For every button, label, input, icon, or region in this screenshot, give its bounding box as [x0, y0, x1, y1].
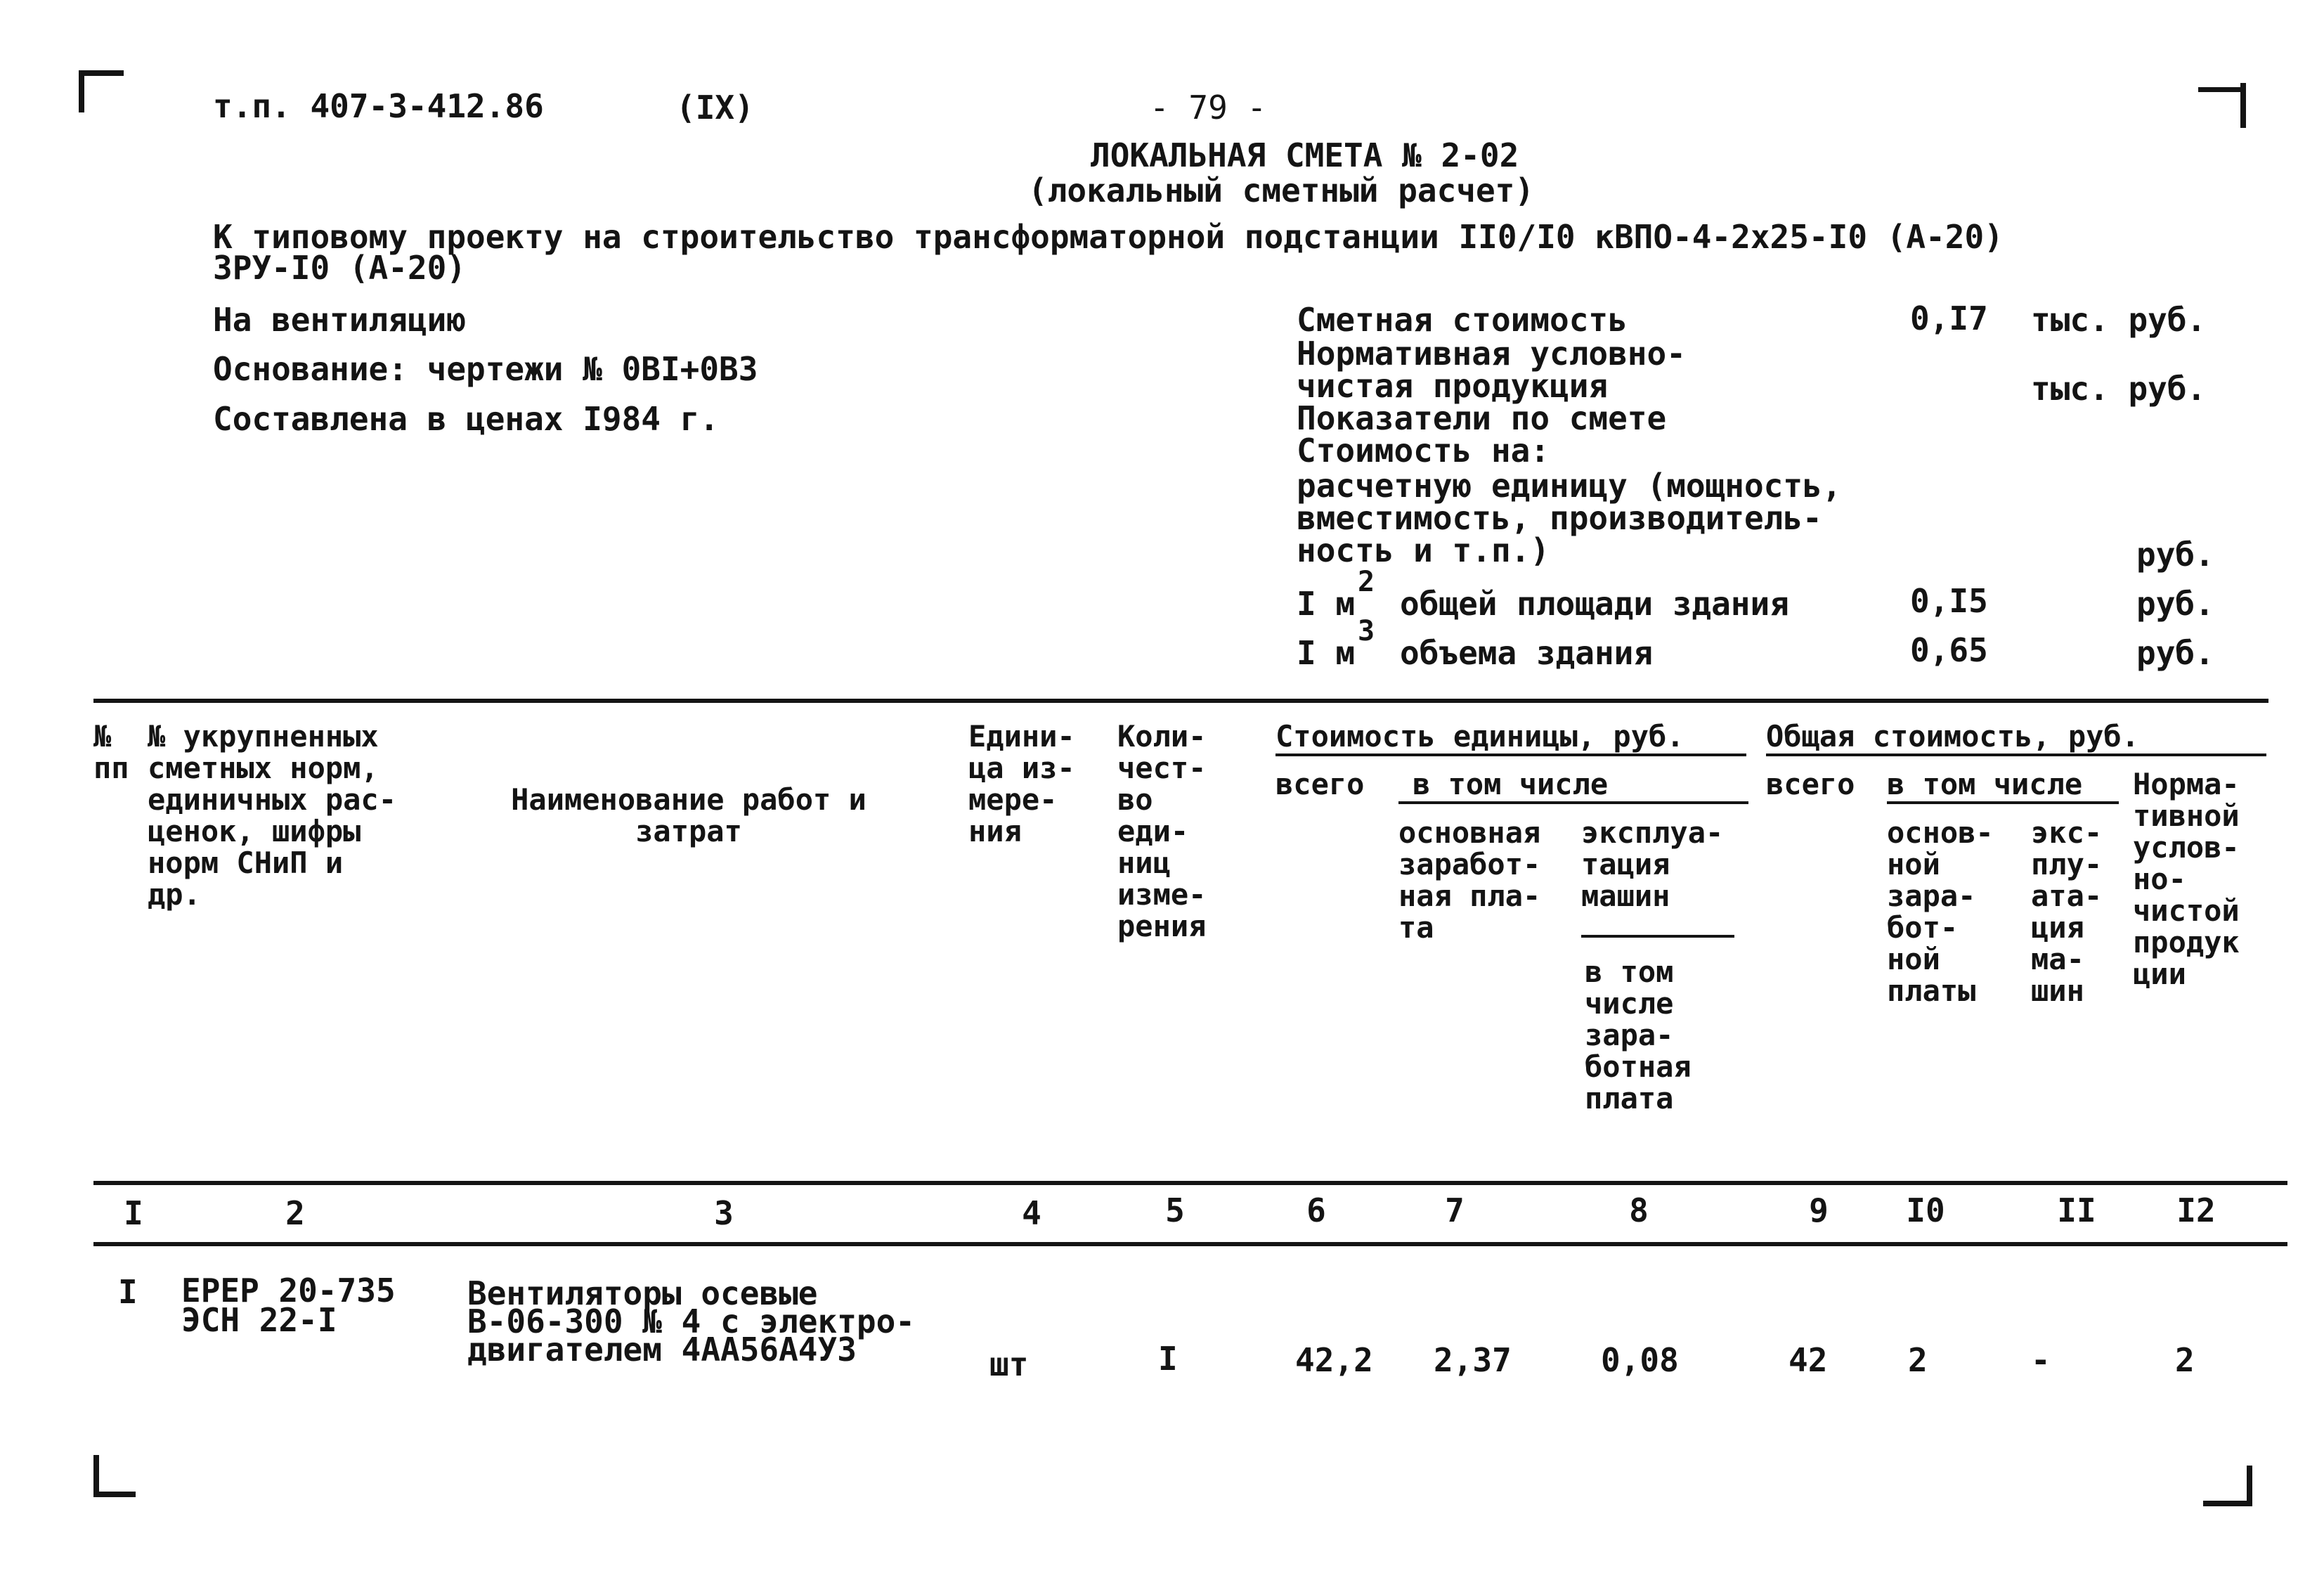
header-row-number: № пп [93, 719, 129, 785]
header-unit-machines: эксплуа- тация машин [1581, 815, 1724, 913]
row-norm-code: ЕРЕР 20-735 ЭСН 22-I [181, 1272, 396, 1339]
header-quantity: Коли- чест- во еди- ниц изме- рения [1117, 719, 1207, 943]
header-total-salary: основ- ной зара- бот- ной платы [1887, 815, 1994, 1008]
corner-mark-bottom-right-h [2203, 1501, 2252, 1506]
net-product-label-1: Нормативная условно- [1297, 335, 1686, 373]
row-total-salary: 2 [1908, 1341, 1928, 1379]
estimated-cost-unit: тыс. руб. [2031, 301, 2207, 339]
area-label: общей площади здания [1400, 585, 1789, 623]
calc-unit-line-1: расчетную единицу (мощность, [1297, 467, 1842, 505]
calc-unit-line-2: вместимость, производитель- [1297, 499, 1822, 537]
unit-incl-underline [1398, 801, 1748, 804]
row-unit: шт [989, 1345, 1029, 1383]
header-total-all: всего [1766, 767, 1855, 801]
column-number: 9 [1809, 1191, 1829, 1229]
corner-mark-bottom-left [93, 1455, 99, 1496]
header-norms: № укрупненных сметных норм, единичных рас- ценок, шифры норм СНиП и др. [148, 719, 397, 912]
row-quantity: I [1158, 1340, 1178, 1378]
table-top-rule [93, 699, 2268, 703]
column-number: I0 [1906, 1191, 1945, 1229]
header-net-product: Норма- тивной услов- но- чистой продук ции [2133, 767, 2240, 991]
volume-value: 0,65 [1910, 631, 1988, 669]
column-number: I [124, 1194, 143, 1232]
area-prefix: I м [1297, 585, 1356, 623]
volume-prefix: I м [1297, 634, 1356, 672]
row-unit-salary: 2,37 [1434, 1341, 1512, 1379]
area-value: 0,I5 [1910, 582, 1988, 620]
corner-mark-bottom-left-h [93, 1492, 136, 1497]
header-total-cost: Общая стоимость, руб. [1766, 719, 2140, 754]
document-title: ЛОКАЛЬНАЯ СМЕТА № 2-02 [1091, 136, 1519, 174]
corner-mark-bottom-right [2247, 1466, 2252, 1505]
calc-unit-rub: руб. [2136, 536, 2214, 574]
net-product-unit: тыс. руб. [2031, 370, 2207, 408]
unit-cost-underline [1275, 754, 1746, 756]
column-number: 7 [1445, 1191, 1465, 1229]
volume-label: объема здания [1400, 634, 1654, 672]
row-total-machines: - [2031, 1341, 2051, 1379]
table-header-bottom-rule [93, 1181, 2287, 1185]
column-number: 5 [1165, 1191, 1185, 1229]
subject-line: На вентиляцию [213, 301, 467, 339]
header-unit-machines-salary: в том числе зара- ботная плата [1585, 955, 1692, 1115]
row-unit-total: 42,2 [1295, 1341, 1373, 1379]
page-number: - 79 - [1150, 89, 1267, 127]
basis-line: Основание: чертежи № 0ВI+0В3 [213, 350, 758, 388]
row-work-name: Вентиляторы осевые В-06-300 № 4 с электро- двигателем 4АА56А4У3 [467, 1274, 915, 1369]
project-line-2: ЗРУ-I0 (А-20) [213, 249, 467, 287]
header-unit-all: всего [1275, 767, 1365, 801]
cost-per-label: Стоимость на: [1297, 432, 1550, 470]
column-number: 3 [714, 1194, 734, 1232]
machines-underline [1581, 935, 1734, 938]
row-net-product: 2 [2175, 1341, 2195, 1379]
corner-mark-top-left-h [79, 70, 124, 76]
total-incl-underline [1887, 801, 2119, 804]
area-superscript: 2 [1358, 566, 1375, 598]
header-unit-salary: основная заработ- ная пла- та [1398, 815, 1541, 945]
area-rub: руб. [2136, 585, 2214, 623]
estimated-cost-value: 0,I7 [1910, 299, 1988, 337]
header-unit-incl: в том числе [1413, 767, 1609, 801]
album-number: (IX) [676, 89, 754, 127]
tp-code: т.п. 407-3-412.86 [213, 87, 544, 125]
column-number: 8 [1629, 1191, 1649, 1229]
header-total-incl: в том числе [1887, 767, 2083, 801]
table-colnum-bottom-rule [93, 1242, 2287, 1246]
column-number: 2 [285, 1194, 305, 1232]
column-number: II [2057, 1191, 2096, 1229]
header-unit-cost: Стоимость единицы, руб. [1275, 719, 1684, 754]
volume-rub: руб. [2136, 634, 2214, 672]
indicators-label: Показатели по смете [1297, 399, 1667, 437]
corner-mark-top-left [79, 70, 84, 112]
corner-mark-top-right-h [2198, 87, 2245, 92]
column-number: 4 [1022, 1194, 1041, 1232]
header-total-machines: экс- плу- ата- ция ма- шин [2031, 815, 2103, 1008]
header-work-name: Наименование работ и затрат [511, 782, 866, 848]
column-number: I2 [2176, 1191, 2216, 1229]
net-product-label-2: чистая продукция [1297, 367, 1609, 405]
volume-superscript: 3 [1358, 615, 1375, 647]
estimated-cost-label: Сметная стоимость [1297, 301, 1628, 339]
project-line-1: К типовому проекту на строительство трансформаторной подстанции II0/I0 кВПО-4-2х25-I0 (А-20) [213, 218, 2004, 256]
row-unit-machines: 0,08 [1601, 1341, 1679, 1379]
header-unit: Едини- ца из- мере- ния [968, 719, 1075, 848]
prices-line: Составлена в ценах I984 г. [213, 400, 720, 438]
total-cost-underline [1766, 754, 2266, 756]
calc-unit-line-3: ность и т.п.) [1297, 531, 1550, 569]
document-subtitle: (локальный сметный расчет) [1028, 172, 1535, 209]
row-number: I [118, 1273, 138, 1311]
row-total: 42 [1789, 1341, 1828, 1379]
column-number: 6 [1306, 1191, 1326, 1229]
